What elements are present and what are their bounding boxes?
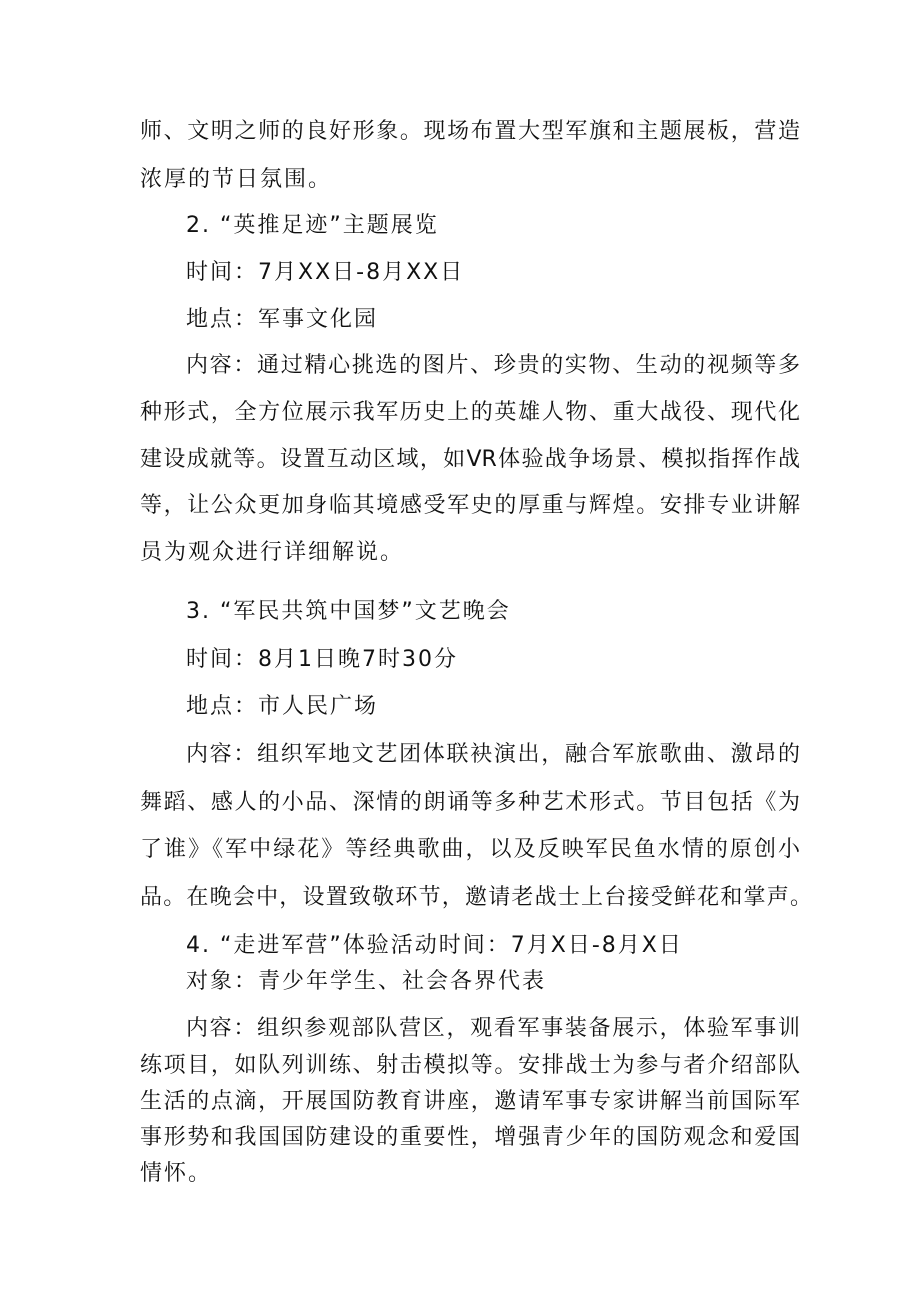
paragraph-line: 建设成就等。设置互动区域，如VR体验战争场景、模拟指挥作战	[140, 447, 800, 472]
paragraph-line: 练项目，如队列训练、射击模拟等。安排战士为参与者介绍部队	[140, 1053, 800, 1078]
paragraph-line: 员为观众进行详细解说。	[140, 540, 405, 565]
time-line: 时间：7月XX日-8月XX日	[186, 260, 465, 285]
paragraph-line: 了谁》《军中绿花》等经典歌曲，以及反映军民鱼水情的原创小	[140, 837, 800, 862]
location-line: 地点：市人民广场	[186, 694, 379, 719]
paragraph-line: 师、文明之师的良好形象。现场布置大型军旗和主题展板，营造	[140, 119, 800, 144]
paragraph-line: 品。在晚会中，设置致敬环节，邀请老战士上台接受鲜花和掌声。	[140, 885, 812, 910]
paragraph-line: 浓厚的节日氛围。	[140, 167, 333, 192]
audience-line: 对象：青少年学生、社会各界代表	[186, 969, 547, 994]
time-line: 时间：8月1日晚7时30分	[186, 647, 458, 672]
content-line: 内容：组织参观部队营区，观看军事装备展示，体验军事训	[186, 1016, 800, 1041]
paragraph-line: 种形式，全方位展示我军历史上的英雄人物、重大战役、现代化	[140, 400, 800, 425]
paragraph-line: 等，让公众更加身临其境感受军史的厚重与辉煌。安排专业讲解	[140, 493, 800, 518]
section-heading-2: 2. “英推足迹”主题展览	[186, 213, 439, 238]
paragraph-line: 情怀。	[140, 1161, 213, 1186]
location-line: 地点：军事文化园	[186, 307, 379, 332]
paragraph-line: 生活的点滴，开展国防教育讲座，邀请军事专家讲解当前国际军	[140, 1089, 800, 1114]
content-line: 内容：组织军地文艺团体联袂演出，融合军旅歌曲、激昂的	[186, 742, 800, 767]
section-heading-4: 4. “走进军营”体验活动时间：7月X日-8月X日	[186, 933, 683, 958]
paragraph-line: 舞蹈、感人的小品、深情的朗诵等多种艺术形式。节目包括《为	[140, 790, 800, 815]
paragraph-line: 事形势和我国国防建设的重要性，增强青少年的国防观念和爱国	[140, 1125, 800, 1150]
section-heading-3: 3. “军民共筑中国梦”文艺晚会	[186, 599, 511, 624]
content-line: 内容：通过精心挑选的图片、珍贵的实物、生动的视频等多	[186, 353, 800, 378]
